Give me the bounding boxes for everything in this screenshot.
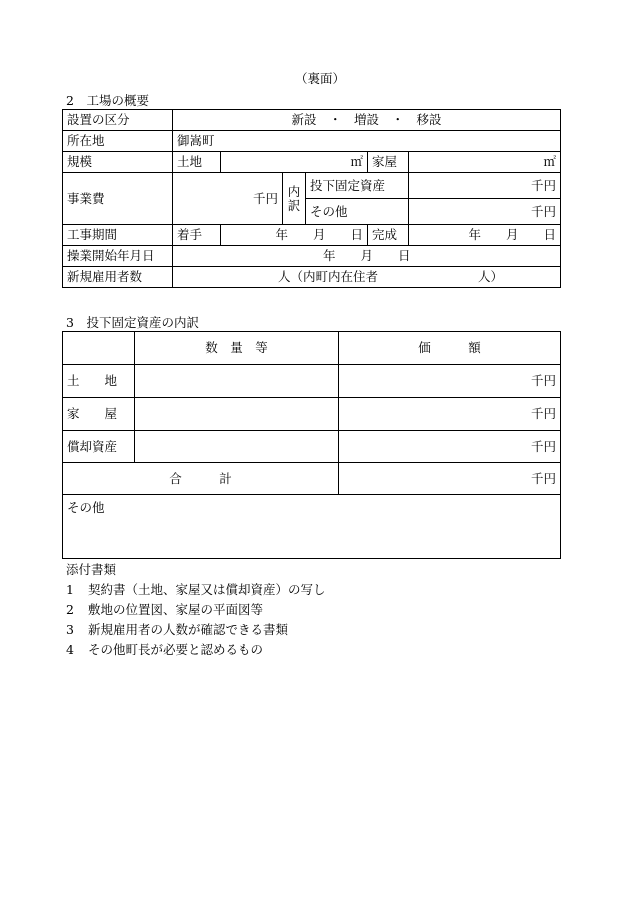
table-row bbox=[63, 398, 561, 431]
fixed-assets-field[interactable]: 千円 bbox=[409, 173, 561, 199]
other-notes-field[interactable]: その他 bbox=[63, 495, 561, 559]
item-text: 契約書（土地、家屋又は償却資産）の写し bbox=[88, 582, 326, 597]
table-row bbox=[63, 365, 561, 398]
item-text: 新規雇用者の人数が確認できる書類 bbox=[88, 622, 289, 637]
cost-field[interactable]: 千円 bbox=[173, 173, 283, 225]
price-field[interactable]: 千円 bbox=[339, 398, 561, 431]
fixed-assets-label: 投下固定資産 bbox=[306, 173, 409, 199]
breakdown-label: 内 訳 bbox=[283, 173, 306, 225]
land-area-field[interactable]: ㎡ bbox=[221, 152, 368, 173]
operation-start-date-field[interactable]: 年 月 日 bbox=[173, 246, 561, 267]
building-label: 家屋 bbox=[368, 152, 409, 173]
list-item bbox=[66, 640, 326, 660]
section2-title: 2 工場の概要 bbox=[66, 93, 149, 108]
location-label: 所在地 bbox=[63, 131, 173, 152]
price-field[interactable]: 千円 bbox=[339, 431, 561, 463]
header-quantity: 数 量 等 bbox=[135, 332, 339, 365]
list-item bbox=[66, 600, 326, 620]
section3-title: 3 投下固定資産の内訳 bbox=[66, 315, 199, 330]
attachments-list bbox=[66, 560, 326, 660]
row-label: 家 屋 bbox=[63, 398, 135, 431]
complete-date-field[interactable]: 年 月 日 bbox=[409, 225, 561, 246]
scale-label: 規模 bbox=[63, 152, 173, 173]
header-blank bbox=[63, 332, 135, 365]
item-text: 敷地の位置図、家屋の平面図等 bbox=[88, 602, 264, 617]
table-row bbox=[63, 431, 561, 463]
list-item bbox=[66, 580, 326, 600]
price-field[interactable]: 千円 bbox=[339, 365, 561, 398]
employees-field[interactable]: 人（内町内在住者 人） bbox=[173, 267, 561, 288]
page-marker: （裏面） bbox=[295, 71, 346, 86]
other-cost-field[interactable]: 千円 bbox=[409, 199, 561, 225]
other-label: その他 bbox=[306, 199, 409, 225]
quantity-field[interactable] bbox=[135, 431, 339, 463]
start-label: 着手 bbox=[173, 225, 221, 246]
fixed-assets-breakdown-table bbox=[62, 331, 561, 559]
complete-label: 完成 bbox=[368, 225, 409, 246]
employees-label: 新規雇用者数 bbox=[63, 267, 173, 288]
header-price: 価 額 bbox=[339, 332, 561, 365]
item-number: 3 bbox=[66, 622, 74, 637]
category-label: 設置の区分 bbox=[63, 110, 173, 131]
list-item bbox=[66, 620, 326, 640]
period-label: 工事期間 bbox=[63, 225, 173, 246]
item-number: 4 bbox=[66, 642, 74, 657]
building-area-field[interactable]: ㎡ bbox=[409, 152, 561, 173]
factory-overview-table bbox=[62, 109, 561, 288]
total-label: 合 計 bbox=[63, 463, 339, 495]
item-number: 1 bbox=[66, 582, 74, 597]
row-label: 償却資産 bbox=[63, 431, 135, 463]
quantity-field[interactable] bbox=[135, 365, 339, 398]
total-price-field[interactable]: 千円 bbox=[339, 463, 561, 495]
operation-start-label: 操業開始年月日 bbox=[63, 246, 173, 267]
cost-label: 事業費 bbox=[63, 173, 173, 225]
attachments-title: 添付書類 bbox=[66, 562, 117, 577]
row-label: 土 地 bbox=[63, 365, 135, 398]
category-options: 新設 ・ 増設 ・ 移設 bbox=[173, 110, 561, 131]
item-text: その他町長が必要と認めるもの bbox=[88, 642, 264, 657]
item-number: 2 bbox=[66, 602, 74, 617]
land-label: 土地 bbox=[173, 152, 221, 173]
start-date-field[interactable]: 年 月 日 bbox=[221, 225, 368, 246]
location-value: 御嵩町 bbox=[173, 131, 561, 152]
quantity-field[interactable] bbox=[135, 398, 339, 431]
